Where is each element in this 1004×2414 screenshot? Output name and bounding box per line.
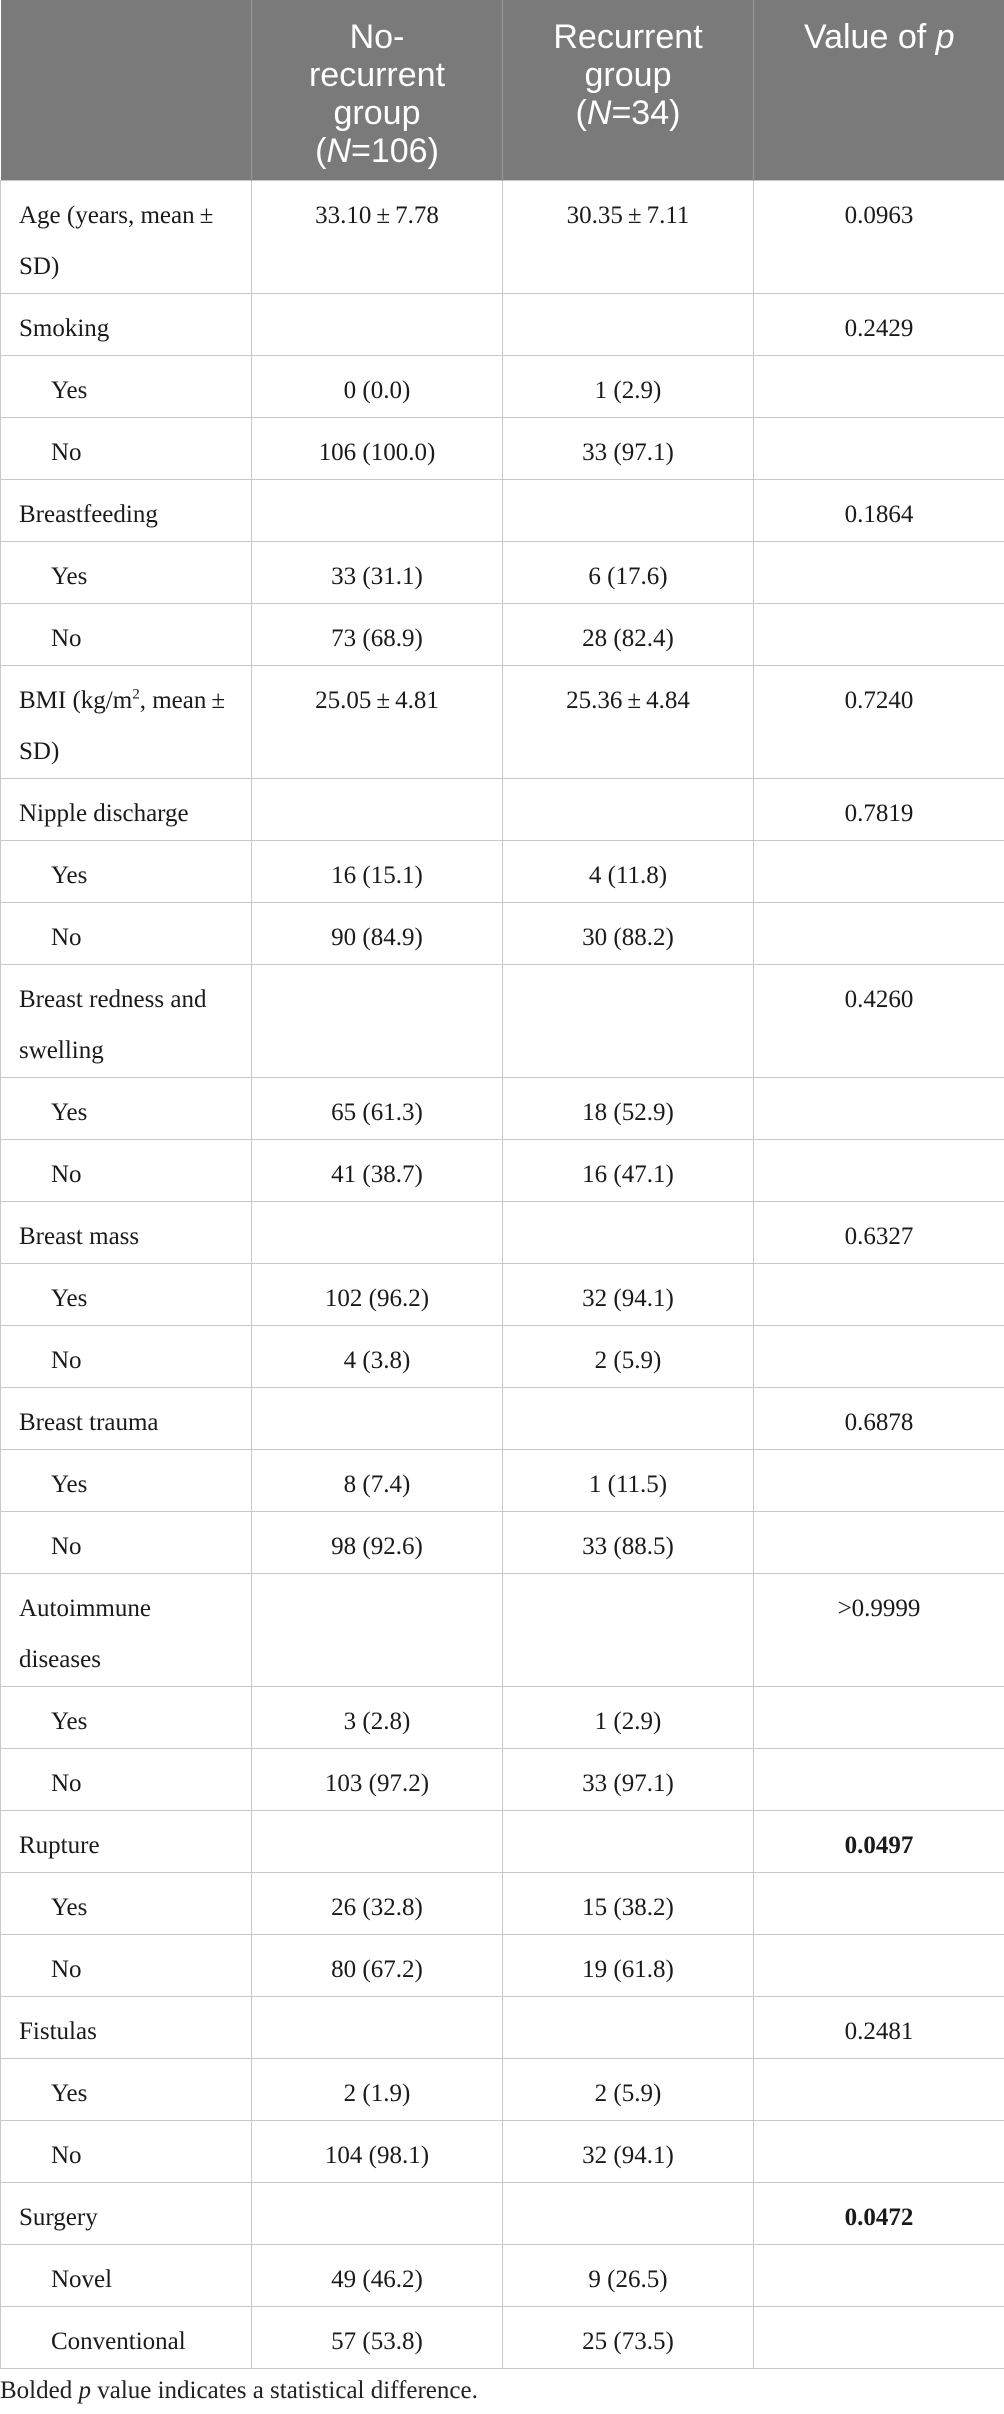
table-row xyxy=(1,666,1004,779)
no-recurrent-value: 98 (92.6) xyxy=(252,1512,503,1574)
p-value xyxy=(754,1687,1004,1749)
header-line: Recurrent xyxy=(553,18,703,56)
row-label: Yes xyxy=(1,1687,252,1749)
recurrent-value: 28 (82.4) xyxy=(503,604,754,666)
no-recurrent-value xyxy=(252,1997,503,2059)
p-value xyxy=(754,2121,1004,2183)
no-recurrent-value xyxy=(252,1202,503,1264)
recurrent-value xyxy=(503,1997,754,2059)
recurrent-value xyxy=(503,1574,754,1687)
header-no-recurrent-group xyxy=(252,0,503,181)
table-row xyxy=(1,2059,1004,2121)
no-recurrent-value xyxy=(252,779,503,841)
row-label: No xyxy=(1,1326,252,1388)
table-row xyxy=(1,841,1004,903)
no-recurrent-value: 57 (53.8) xyxy=(252,2307,503,2369)
recurrent-value xyxy=(503,2183,754,2245)
table-row xyxy=(1,1388,1004,1450)
row-label: Smoking xyxy=(1,294,252,356)
footnote-text: value indicates a statistical difference. xyxy=(90,2377,478,2404)
no-recurrent-value: 26 (32.8) xyxy=(252,1873,503,1935)
recurrent-value: 19 (61.8) xyxy=(503,1935,754,1997)
p-value xyxy=(754,2245,1004,2307)
no-recurrent-value: 41 (38.7) xyxy=(252,1140,503,1202)
header-n-line xyxy=(513,94,743,132)
p-value xyxy=(754,1873,1004,1935)
recurrent-value: 33 (97.1) xyxy=(503,1749,754,1811)
p-value xyxy=(754,604,1004,666)
p-value: 0.6327 xyxy=(754,1202,1004,1264)
recurrent-value: 33 (97.1) xyxy=(503,418,754,480)
table-row xyxy=(1,356,1004,418)
recurrent-value: 25 (73.5) xyxy=(503,2307,754,2369)
table-row xyxy=(1,181,1004,294)
no-recurrent-value: 25.05 ± 4.81 xyxy=(252,666,503,779)
no-recurrent-value: 106 (100.0) xyxy=(252,418,503,480)
header-n-line xyxy=(262,132,492,170)
row-label: No xyxy=(1,418,252,480)
row-label xyxy=(1,666,252,779)
no-recurrent-value xyxy=(252,294,503,356)
table-row xyxy=(1,2121,1004,2183)
row-label: Age (years, mean ± SD) xyxy=(1,181,252,294)
header-line: No- xyxy=(349,18,405,56)
table-row xyxy=(1,2307,1004,2369)
table-row xyxy=(1,1873,1004,1935)
p-value xyxy=(754,1264,1004,1326)
row-label: Conventional xyxy=(1,2307,252,2369)
row-label-part: , mean ± SD) xyxy=(19,687,231,765)
recurrent-value: 25.36 ± 4.84 xyxy=(503,666,754,779)
recurrent-value: 32 (94.1) xyxy=(503,1264,754,1326)
recurrent-value xyxy=(503,965,754,1078)
recurrent-value: 15 (38.2) xyxy=(503,1873,754,1935)
row-label: Breast redness and swelling xyxy=(1,965,252,1078)
table-row xyxy=(1,2245,1004,2307)
row-label: Breastfeeding xyxy=(1,480,252,542)
header-n-suffix: =34) xyxy=(611,94,681,132)
recurrent-value: 6 (17.6) xyxy=(503,542,754,604)
table-row xyxy=(1,1749,1004,1811)
recurrent-value: 32 (94.1) xyxy=(503,2121,754,2183)
row-label: Yes xyxy=(1,841,252,903)
footnote-p-symbol: p xyxy=(78,2377,91,2404)
no-recurrent-value: 0 (0.0) xyxy=(252,356,503,418)
recurrent-value: 1 (11.5) xyxy=(503,1450,754,1512)
p-value: 0.7819 xyxy=(754,779,1004,841)
recurrent-value xyxy=(503,1202,754,1264)
recurrent-value xyxy=(503,779,754,841)
no-recurrent-value: 102 (96.2) xyxy=(252,1264,503,1326)
p-value xyxy=(754,1512,1004,1574)
header-p-symbol: p xyxy=(935,18,955,56)
no-recurrent-value xyxy=(252,1388,503,1450)
table-row xyxy=(1,1687,1004,1749)
no-recurrent-value xyxy=(252,1574,503,1687)
no-recurrent-value xyxy=(252,1811,503,1873)
no-recurrent-value: 16 (15.1) xyxy=(252,841,503,903)
header-variable xyxy=(1,0,252,181)
recurrent-value: 9 (26.5) xyxy=(503,2245,754,2307)
row-label: Rupture xyxy=(1,1811,252,1873)
row-label: Yes xyxy=(1,2059,252,2121)
row-label: Surgery xyxy=(1,2183,252,2245)
row-label: Nipple discharge xyxy=(1,779,252,841)
p-value: 0.4260 xyxy=(754,965,1004,1078)
table-row xyxy=(1,779,1004,841)
table-row xyxy=(1,1997,1004,2059)
p-value xyxy=(754,903,1004,965)
p-value xyxy=(754,1749,1004,1811)
p-value xyxy=(754,1935,1004,1997)
row-label: Fistulas xyxy=(1,1997,252,2059)
no-recurrent-value xyxy=(252,965,503,1078)
recurrent-value xyxy=(503,294,754,356)
row-label: No xyxy=(1,1512,252,1574)
recurrent-value: 1 (2.9) xyxy=(503,1687,754,1749)
no-recurrent-value: 49 (46.2) xyxy=(252,2245,503,2307)
p-value: >0.9999 xyxy=(754,1574,1004,1687)
no-recurrent-value: 33 (31.1) xyxy=(252,542,503,604)
recurrent-value: 30.35 ± 7.11 xyxy=(503,181,754,294)
no-recurrent-value: 33.10 ± 7.78 xyxy=(252,181,503,294)
row-label: No xyxy=(1,1935,252,1997)
recurrent-value: 2 (5.9) xyxy=(503,2059,754,2121)
header-row xyxy=(1,0,1004,181)
no-recurrent-value: 80 (67.2) xyxy=(252,1935,503,1997)
no-recurrent-value xyxy=(252,480,503,542)
table-row xyxy=(1,1574,1004,1687)
p-value-significant: 0.0472 xyxy=(754,2183,1004,2245)
table-row xyxy=(1,1935,1004,1997)
table-row xyxy=(1,2183,1004,2245)
footnote-text: Bolded xyxy=(0,2377,79,2404)
p-value xyxy=(754,2307,1004,2369)
row-label: Breast trauma xyxy=(1,1388,252,1450)
recurrent-value: 30 (88.2) xyxy=(503,903,754,965)
recurrent-value xyxy=(503,1811,754,1873)
p-value xyxy=(754,1078,1004,1140)
header-n-symbol: N xyxy=(326,132,351,170)
header-n-symbol: N xyxy=(586,94,612,132)
table-row xyxy=(1,1450,1004,1512)
p-value: 0.6878 xyxy=(754,1388,1004,1450)
no-recurrent-value: 65 (61.3) xyxy=(252,1078,503,1140)
table-row xyxy=(1,1326,1004,1388)
table-footnote xyxy=(0,2376,478,2406)
p-value xyxy=(754,418,1004,480)
recurrent-value: 2 (5.9) xyxy=(503,1326,754,1388)
p-value: 0.0963 xyxy=(754,181,1004,294)
table-row xyxy=(1,542,1004,604)
row-label: No xyxy=(1,1749,252,1811)
p-value-significant: 0.0497 xyxy=(754,1811,1004,1873)
row-label: Yes xyxy=(1,542,252,604)
table-row xyxy=(1,418,1004,480)
row-label: No xyxy=(1,903,252,965)
no-recurrent-value: 103 (97.2) xyxy=(252,1749,503,1811)
table-row xyxy=(1,1140,1004,1202)
table-body xyxy=(1,181,1004,2369)
recurrent-value: 18 (52.9) xyxy=(503,1078,754,1140)
no-recurrent-value: 3 (2.8) xyxy=(252,1687,503,1749)
row-label: Yes xyxy=(1,1078,252,1140)
table-row xyxy=(1,604,1004,666)
no-recurrent-value: 8 (7.4) xyxy=(252,1450,503,1512)
header-recurrent-group xyxy=(503,0,754,181)
header-p-value xyxy=(754,0,1004,181)
table-row xyxy=(1,480,1004,542)
p-value xyxy=(754,1140,1004,1202)
recurrent-value: 1 (2.9) xyxy=(503,356,754,418)
row-label: Yes xyxy=(1,1873,252,1935)
table-row xyxy=(1,965,1004,1078)
table-row xyxy=(1,1512,1004,1574)
no-recurrent-value: 90 (84.9) xyxy=(252,903,503,965)
header-p-text: Value of xyxy=(803,18,936,56)
row-label: Yes xyxy=(1,1450,252,1512)
header-n-prefix: ( xyxy=(315,132,327,170)
row-label: Novel xyxy=(1,2245,252,2307)
recurrent-value: 33 (88.5) xyxy=(503,1512,754,1574)
table-header xyxy=(1,0,1004,181)
table-row xyxy=(1,1202,1004,1264)
row-label-part: BMI (kg/m xyxy=(19,687,133,714)
row-label: No xyxy=(1,1140,252,1202)
p-value xyxy=(754,2059,1004,2121)
table-row xyxy=(1,294,1004,356)
header-n-prefix: ( xyxy=(575,94,587,132)
recurrent-value xyxy=(503,1388,754,1450)
table-row xyxy=(1,1264,1004,1326)
recurrent-value xyxy=(503,480,754,542)
no-recurrent-value: 73 (68.9) xyxy=(252,604,503,666)
table-row xyxy=(1,1078,1004,1140)
header-line: recurrent xyxy=(308,56,446,94)
p-value: 0.1864 xyxy=(754,480,1004,542)
p-value: 0.7240 xyxy=(754,666,1004,779)
p-value xyxy=(754,1326,1004,1388)
p-value xyxy=(754,542,1004,604)
row-label: No xyxy=(1,604,252,666)
recurrent-value: 16 (47.1) xyxy=(503,1140,754,1202)
table-row xyxy=(1,903,1004,965)
row-label: No xyxy=(1,2121,252,2183)
recurrent-value: 4 (11.8) xyxy=(503,841,754,903)
header-line: group xyxy=(333,94,421,132)
row-label: Yes xyxy=(1,1264,252,1326)
no-recurrent-value: 4 (3.8) xyxy=(252,1326,503,1388)
p-value xyxy=(754,356,1004,418)
row-label: Breast mass xyxy=(1,1202,252,1264)
p-value xyxy=(754,1450,1004,1512)
no-recurrent-value: 2 (1.9) xyxy=(252,2059,503,2121)
header-line: group xyxy=(584,56,672,94)
header-n-suffix: =106) xyxy=(350,132,439,170)
no-recurrent-value xyxy=(252,2183,503,2245)
p-value xyxy=(754,841,1004,903)
row-label: Autoimmune diseases xyxy=(1,1574,252,1687)
p-value: 0.2481 xyxy=(754,1997,1004,2059)
row-label: Yes xyxy=(1,356,252,418)
row-label-superscript: 2 xyxy=(132,686,140,703)
p-value: 0.2429 xyxy=(754,294,1004,356)
table-row xyxy=(1,1811,1004,1873)
no-recurrent-value: 104 (98.1) xyxy=(252,2121,503,2183)
